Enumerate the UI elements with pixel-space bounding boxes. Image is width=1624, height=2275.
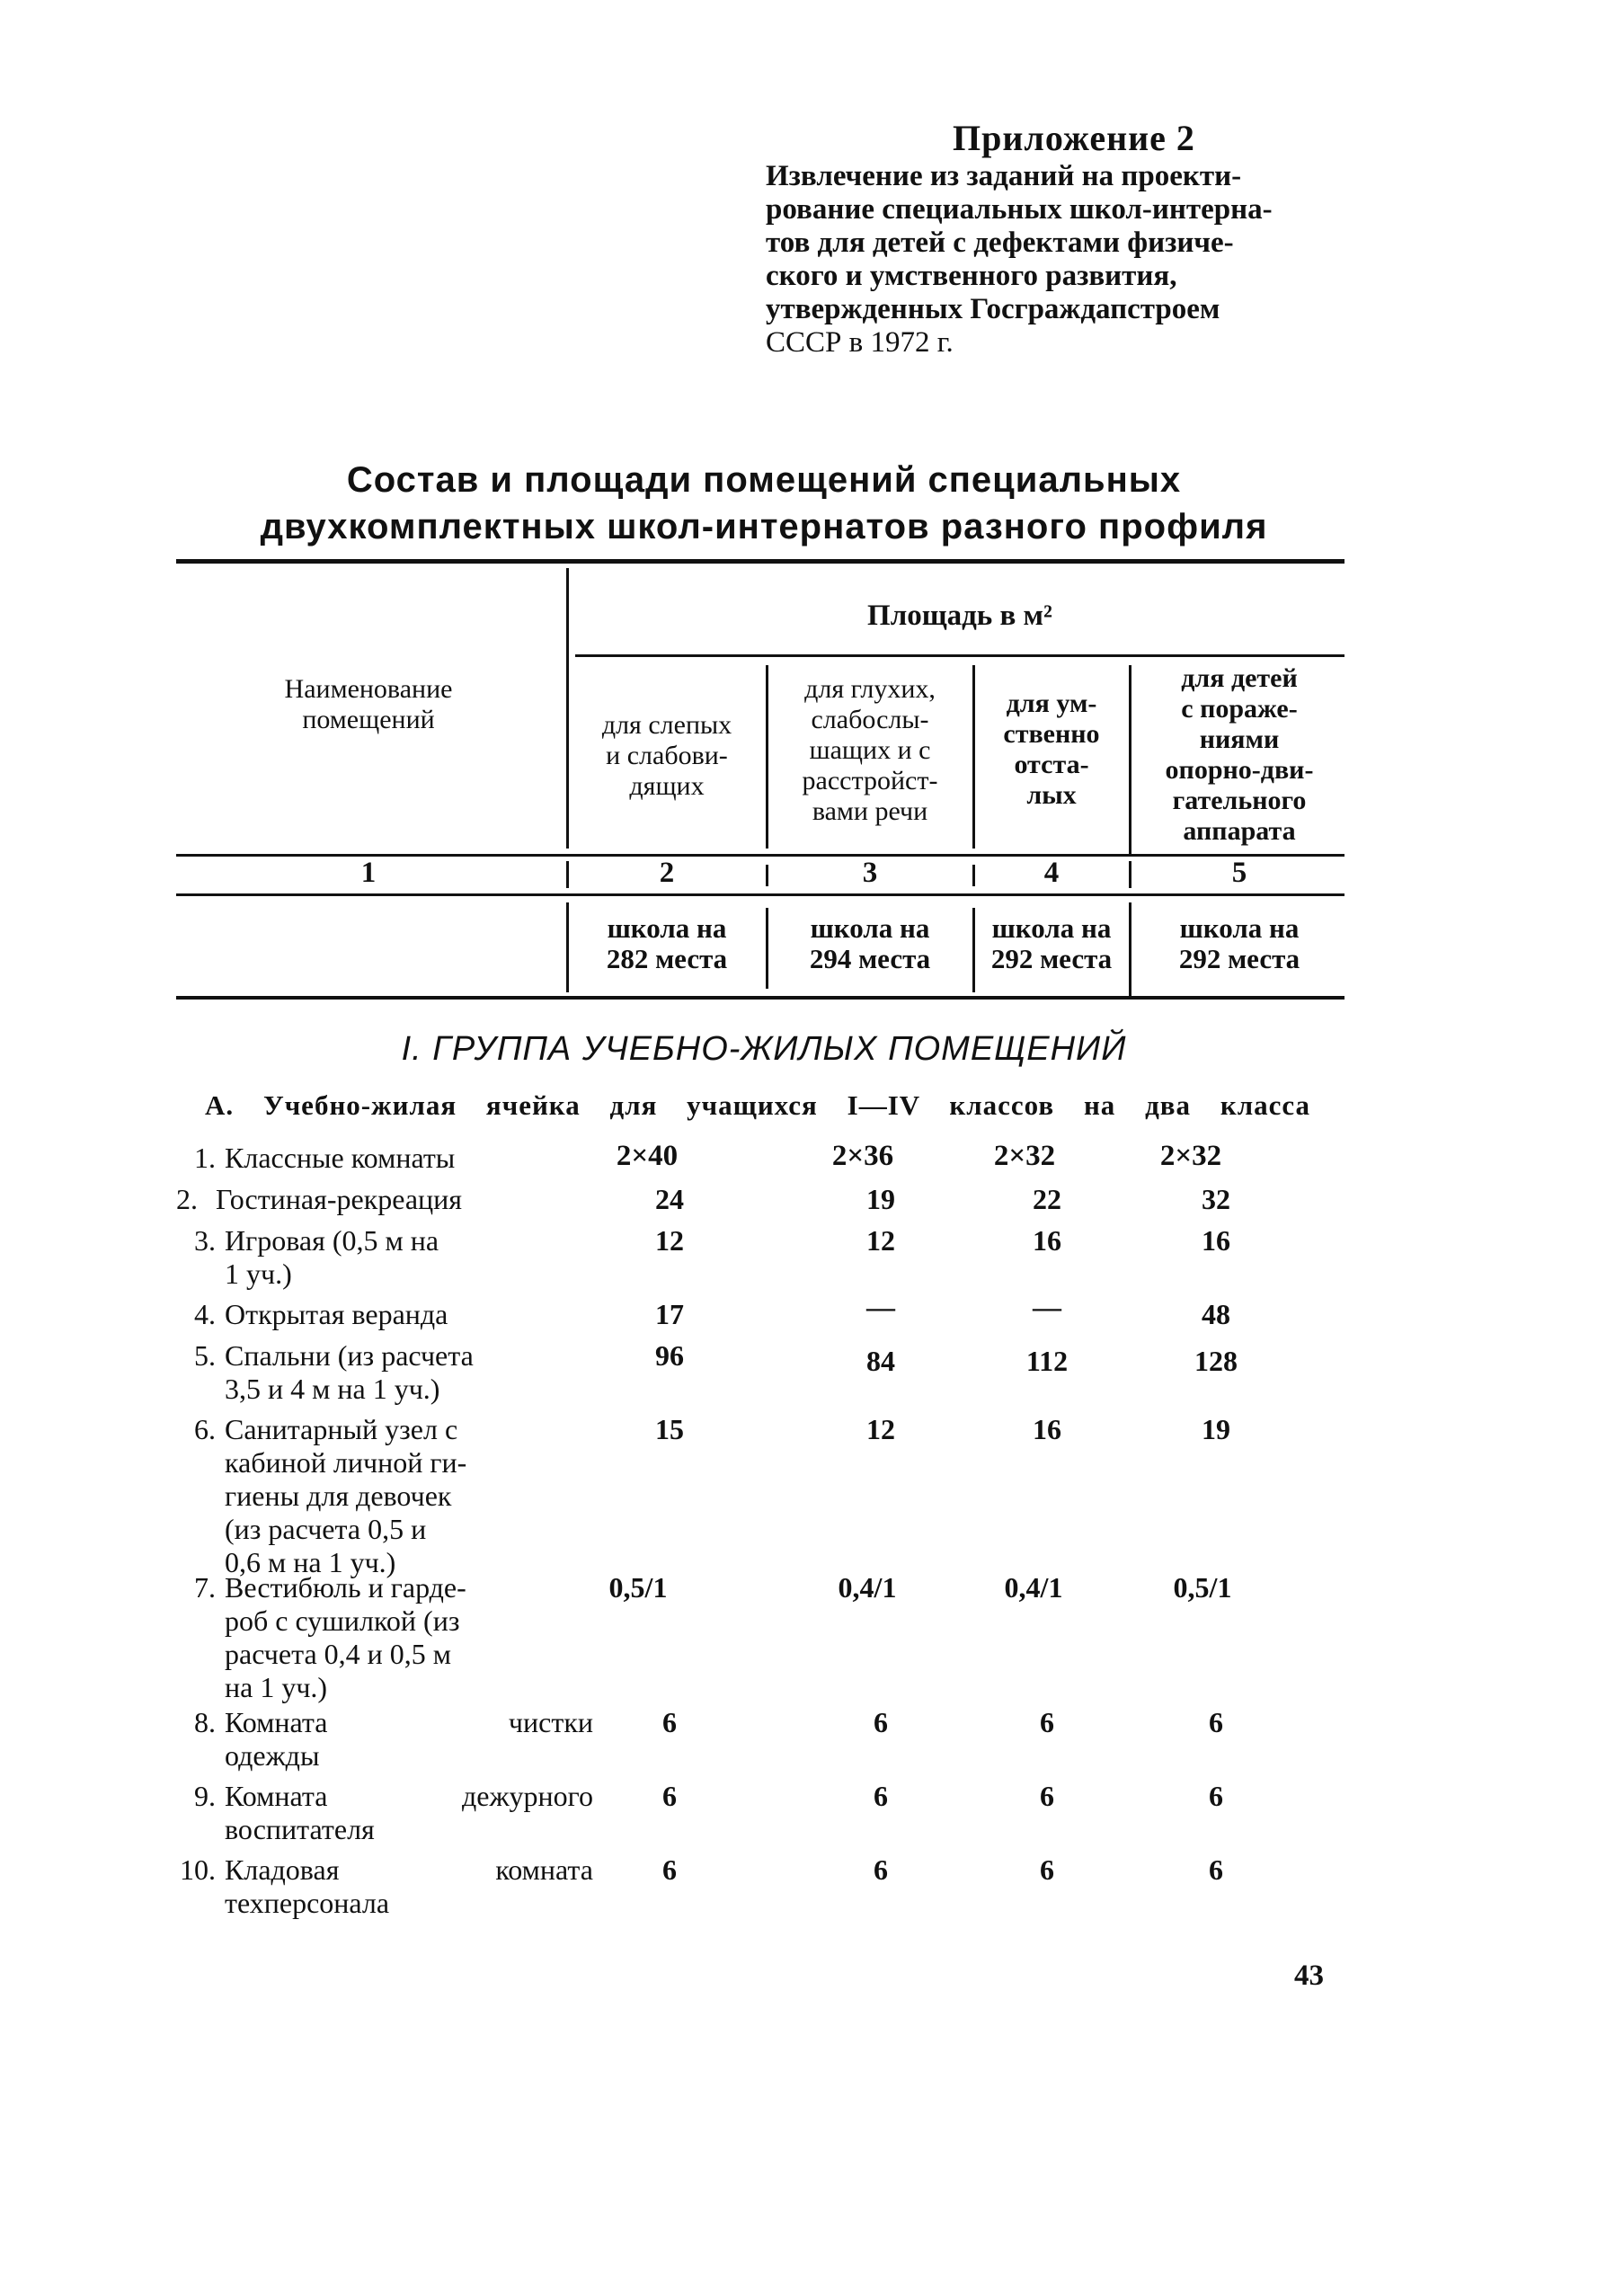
value-col-2: 0,5/1 <box>608 1571 668 1604</box>
appendix-description <box>766 160 1359 360</box>
value-col-4: — <box>1033 1291 1061 1323</box>
capacity-line: школа на <box>810 912 930 944</box>
column-divider <box>1129 861 1131 888</box>
header-line: гательного <box>1172 786 1307 815</box>
row-name-line: Спальни (из расчета <box>225 1339 474 1372</box>
row-name-line: техперсонала <box>225 1887 390 1919</box>
column-header-musculoskeletal <box>1134 663 1344 847</box>
value-col-3: 19 <box>866 1183 895 1215</box>
school-capacity <box>771 913 969 974</box>
appendix-line: СССР в 1972 г. <box>766 326 954 359</box>
value-col-4: 2×32 <box>993 1140 1056 1172</box>
row-name-line: Открытая веранда <box>225 1298 448 1330</box>
value-col-2: 6 <box>662 1780 677 1812</box>
value-col-3: 6 <box>874 1780 888 1812</box>
value-col-4: 16 <box>1033 1413 1061 1445</box>
header-line: слабослы- <box>811 705 929 734</box>
value-col-4: 16 <box>1033 1224 1061 1257</box>
capacity-line: 292 места <box>1178 943 1300 974</box>
column-number: 5 <box>1231 857 1247 889</box>
column-divider <box>766 665 768 849</box>
capacity-line: 282 места <box>606 943 728 974</box>
row-name <box>225 1224 593 1291</box>
row-name <box>225 1298 593 1331</box>
appendix-line: рование специальных школ-интерна- <box>766 193 1273 226</box>
column-divider <box>766 908 768 989</box>
row-name-line: роб с сушилкой (из <box>225 1604 460 1637</box>
column-header-blind <box>572 710 762 802</box>
value-col-2: 17 <box>655 1298 684 1330</box>
header-line: отста- <box>1014 750 1089 779</box>
row-name-line: Комната дежурного <box>225 1780 593 1812</box>
header-line: для ум- <box>1006 689 1097 718</box>
header-line: и слабови- <box>606 741 728 770</box>
column-divider <box>566 902 569 992</box>
row-number: 4. <box>194 1298 216 1330</box>
value-col-3: 2×36 <box>831 1140 894 1172</box>
header-line: помещений <box>302 705 435 734</box>
row-name-line: Кладовая комната <box>225 1853 593 1886</box>
row-name-line: 3,5 и 4 м на 1 уч.) <box>225 1373 440 1405</box>
column-number: 4 <box>1043 857 1060 889</box>
capacity-line: школа на <box>991 912 1112 944</box>
column-divider <box>972 665 975 849</box>
value-col-2: 6 <box>662 1853 677 1886</box>
row-name-line: кабиной личной ги- <box>225 1446 467 1479</box>
column-header-name <box>180 674 557 735</box>
row-name <box>225 1780 593 1846</box>
value-col-2: 6 <box>662 1706 677 1738</box>
header-bottom-rule <box>176 854 1344 857</box>
header-line: для детей <box>1181 663 1298 693</box>
header-line: для слепых <box>601 710 732 740</box>
row-number: 6. <box>194 1413 216 1445</box>
row-name-line: Санитарный узел с <box>225 1413 458 1445</box>
value-col-3: 0,4/1 <box>838 1571 897 1604</box>
row-name <box>225 1706 593 1773</box>
row-number: 10. <box>180 1853 216 1886</box>
value-col-3: 6 <box>874 1853 888 1886</box>
document-title <box>180 457 1348 550</box>
value-col-5: 2×32 <box>1159 1140 1222 1172</box>
column-divider <box>1129 665 1131 854</box>
header-line: лых <box>1026 780 1077 810</box>
value-col-3: 6 <box>874 1706 888 1738</box>
row-name-line: 0,6 м на 1 уч.) <box>225 1546 396 1578</box>
value-col-5: 128 <box>1194 1345 1238 1377</box>
row-name <box>225 1339 593 1406</box>
header-line: вами речи <box>812 796 928 826</box>
value-col-4: 112 <box>1025 1345 1069 1377</box>
school-capacity <box>1134 913 1344 974</box>
column-header-deaf <box>771 674 969 827</box>
group-title: I. ГРУППА УЧЕБНО-ЖИЛЫХ ПОМЕЩЕНИЙ <box>401 1030 1127 1068</box>
row-number: 1. <box>194 1142 216 1174</box>
row-name-line: одежды <box>225 1739 320 1772</box>
value-col-3: 12 <box>866 1224 895 1257</box>
appendix-line: ского и умственного развития, <box>766 260 1177 292</box>
column-divider <box>566 861 569 888</box>
column-number: 2 <box>659 857 675 889</box>
row-name <box>225 1571 593 1704</box>
column-header-retarded <box>978 689 1125 811</box>
column-numbers-rule <box>176 893 1344 896</box>
column-number: 3 <box>862 857 878 889</box>
column-divider <box>566 568 569 849</box>
header-line: опорно-дви- <box>1165 755 1314 785</box>
area-header-rule <box>575 654 1344 657</box>
row-name <box>216 1183 584 1216</box>
row-name-line: расчета 0,4 и 0,5 м <box>225 1638 452 1670</box>
capacity-line: школа на <box>1179 912 1300 944</box>
appendix-line: тов для детей с дефектами физиче- <box>766 227 1234 259</box>
group-subtitle: А. Учебно-жилая ячейка для учащихся I—IV классов на два класса <box>205 1089 1310 1121</box>
header-line: расстройст- <box>802 766 938 795</box>
value-col-4: 0,4/1 <box>1004 1571 1063 1604</box>
table-bottom-rule <box>176 996 1344 1000</box>
capacity-line: школа на <box>607 912 727 944</box>
column-divider <box>972 865 975 886</box>
value-col-2: 15 <box>655 1413 684 1445</box>
appendix-line: утвержденных Госграждапстроем <box>766 293 1220 325</box>
row-number: 9. <box>194 1780 216 1812</box>
row-name-line: Гостиная-рекреация <box>216 1183 463 1215</box>
value-col-2: 2×40 <box>616 1140 679 1172</box>
row-number: 2. <box>176 1183 198 1215</box>
value-col-2: 12 <box>655 1224 684 1257</box>
value-col-5: 6 <box>1209 1780 1223 1812</box>
row-name <box>225 1142 593 1175</box>
row-number: 5. <box>194 1339 216 1372</box>
value-col-3: 12 <box>866 1413 895 1445</box>
value-col-5: 6 <box>1209 1853 1223 1886</box>
row-number: 3. <box>194 1224 216 1257</box>
capacity-line: 294 места <box>809 943 931 974</box>
row-number: 8. <box>194 1706 216 1738</box>
header-line: ниями <box>1199 724 1280 754</box>
value-col-5: 32 <box>1202 1183 1230 1215</box>
row-name-line: на 1 уч.) <box>225 1671 328 1703</box>
header-line: аппарата <box>1183 816 1296 846</box>
row-name-line: Комната чистки <box>225 1706 593 1738</box>
header-line: для глухих, <box>804 674 936 704</box>
value-col-5: 16 <box>1202 1224 1230 1257</box>
value-col-5: 19 <box>1202 1413 1230 1445</box>
header-line: дящих <box>629 771 705 801</box>
value-col-5: 48 <box>1202 1298 1230 1330</box>
row-number: 7. <box>194 1571 216 1604</box>
appendix-title: Приложение 2 <box>953 118 1195 158</box>
value-col-4: 6 <box>1040 1853 1054 1886</box>
row-name-line: гиены для девочек <box>225 1480 452 1512</box>
header-line: Наименование <box>284 674 453 704</box>
header-line: шащих и с <box>809 735 931 765</box>
row-name-line: воспитателя <box>225 1813 375 1845</box>
value-col-2: 96 <box>655 1339 684 1372</box>
area-header: Площадь в м² <box>867 600 1052 632</box>
table-top-rule <box>176 559 1344 564</box>
value-col-5: 6 <box>1209 1706 1223 1738</box>
row-name-line: Игровая (0,5 м на <box>225 1224 439 1257</box>
header-line: ственно <box>1003 719 1100 749</box>
column-divider <box>766 865 768 886</box>
value-col-4: 6 <box>1040 1780 1054 1812</box>
row-name-line: (из расчета 0,5 и <box>225 1513 427 1545</box>
row-name-line: Классные комнаты <box>225 1142 456 1174</box>
row-name-line: Вестибюль и гарде- <box>225 1571 466 1604</box>
school-capacity <box>976 913 1127 974</box>
header-line: с пораже- <box>1181 694 1298 724</box>
value-col-4: 22 <box>1033 1183 1061 1215</box>
column-number: 1 <box>360 857 377 889</box>
value-col-3: — <box>866 1291 895 1323</box>
document-title-line: двухкомплектных школ-интернатов разного профиля <box>260 507 1268 547</box>
column-divider <box>1129 902 1131 996</box>
page-number: 43 <box>1294 1960 1324 1992</box>
row-name <box>225 1853 593 1920</box>
document-title-line: Состав и площади помещений специальных <box>346 460 1182 500</box>
value-col-2: 24 <box>655 1183 684 1215</box>
appendix-line: Извлечение из заданий на проекти- <box>766 160 1242 192</box>
row-name <box>225 1413 593 1579</box>
column-divider <box>972 908 975 992</box>
value-col-3: 84 <box>866 1345 895 1377</box>
row-name-line: 1 уч.) <box>225 1257 292 1290</box>
value-col-5: 0,5/1 <box>1173 1571 1232 1604</box>
capacity-line: 292 места <box>990 943 1113 974</box>
value-col-4: 6 <box>1040 1706 1054 1738</box>
school-capacity <box>572 913 762 974</box>
